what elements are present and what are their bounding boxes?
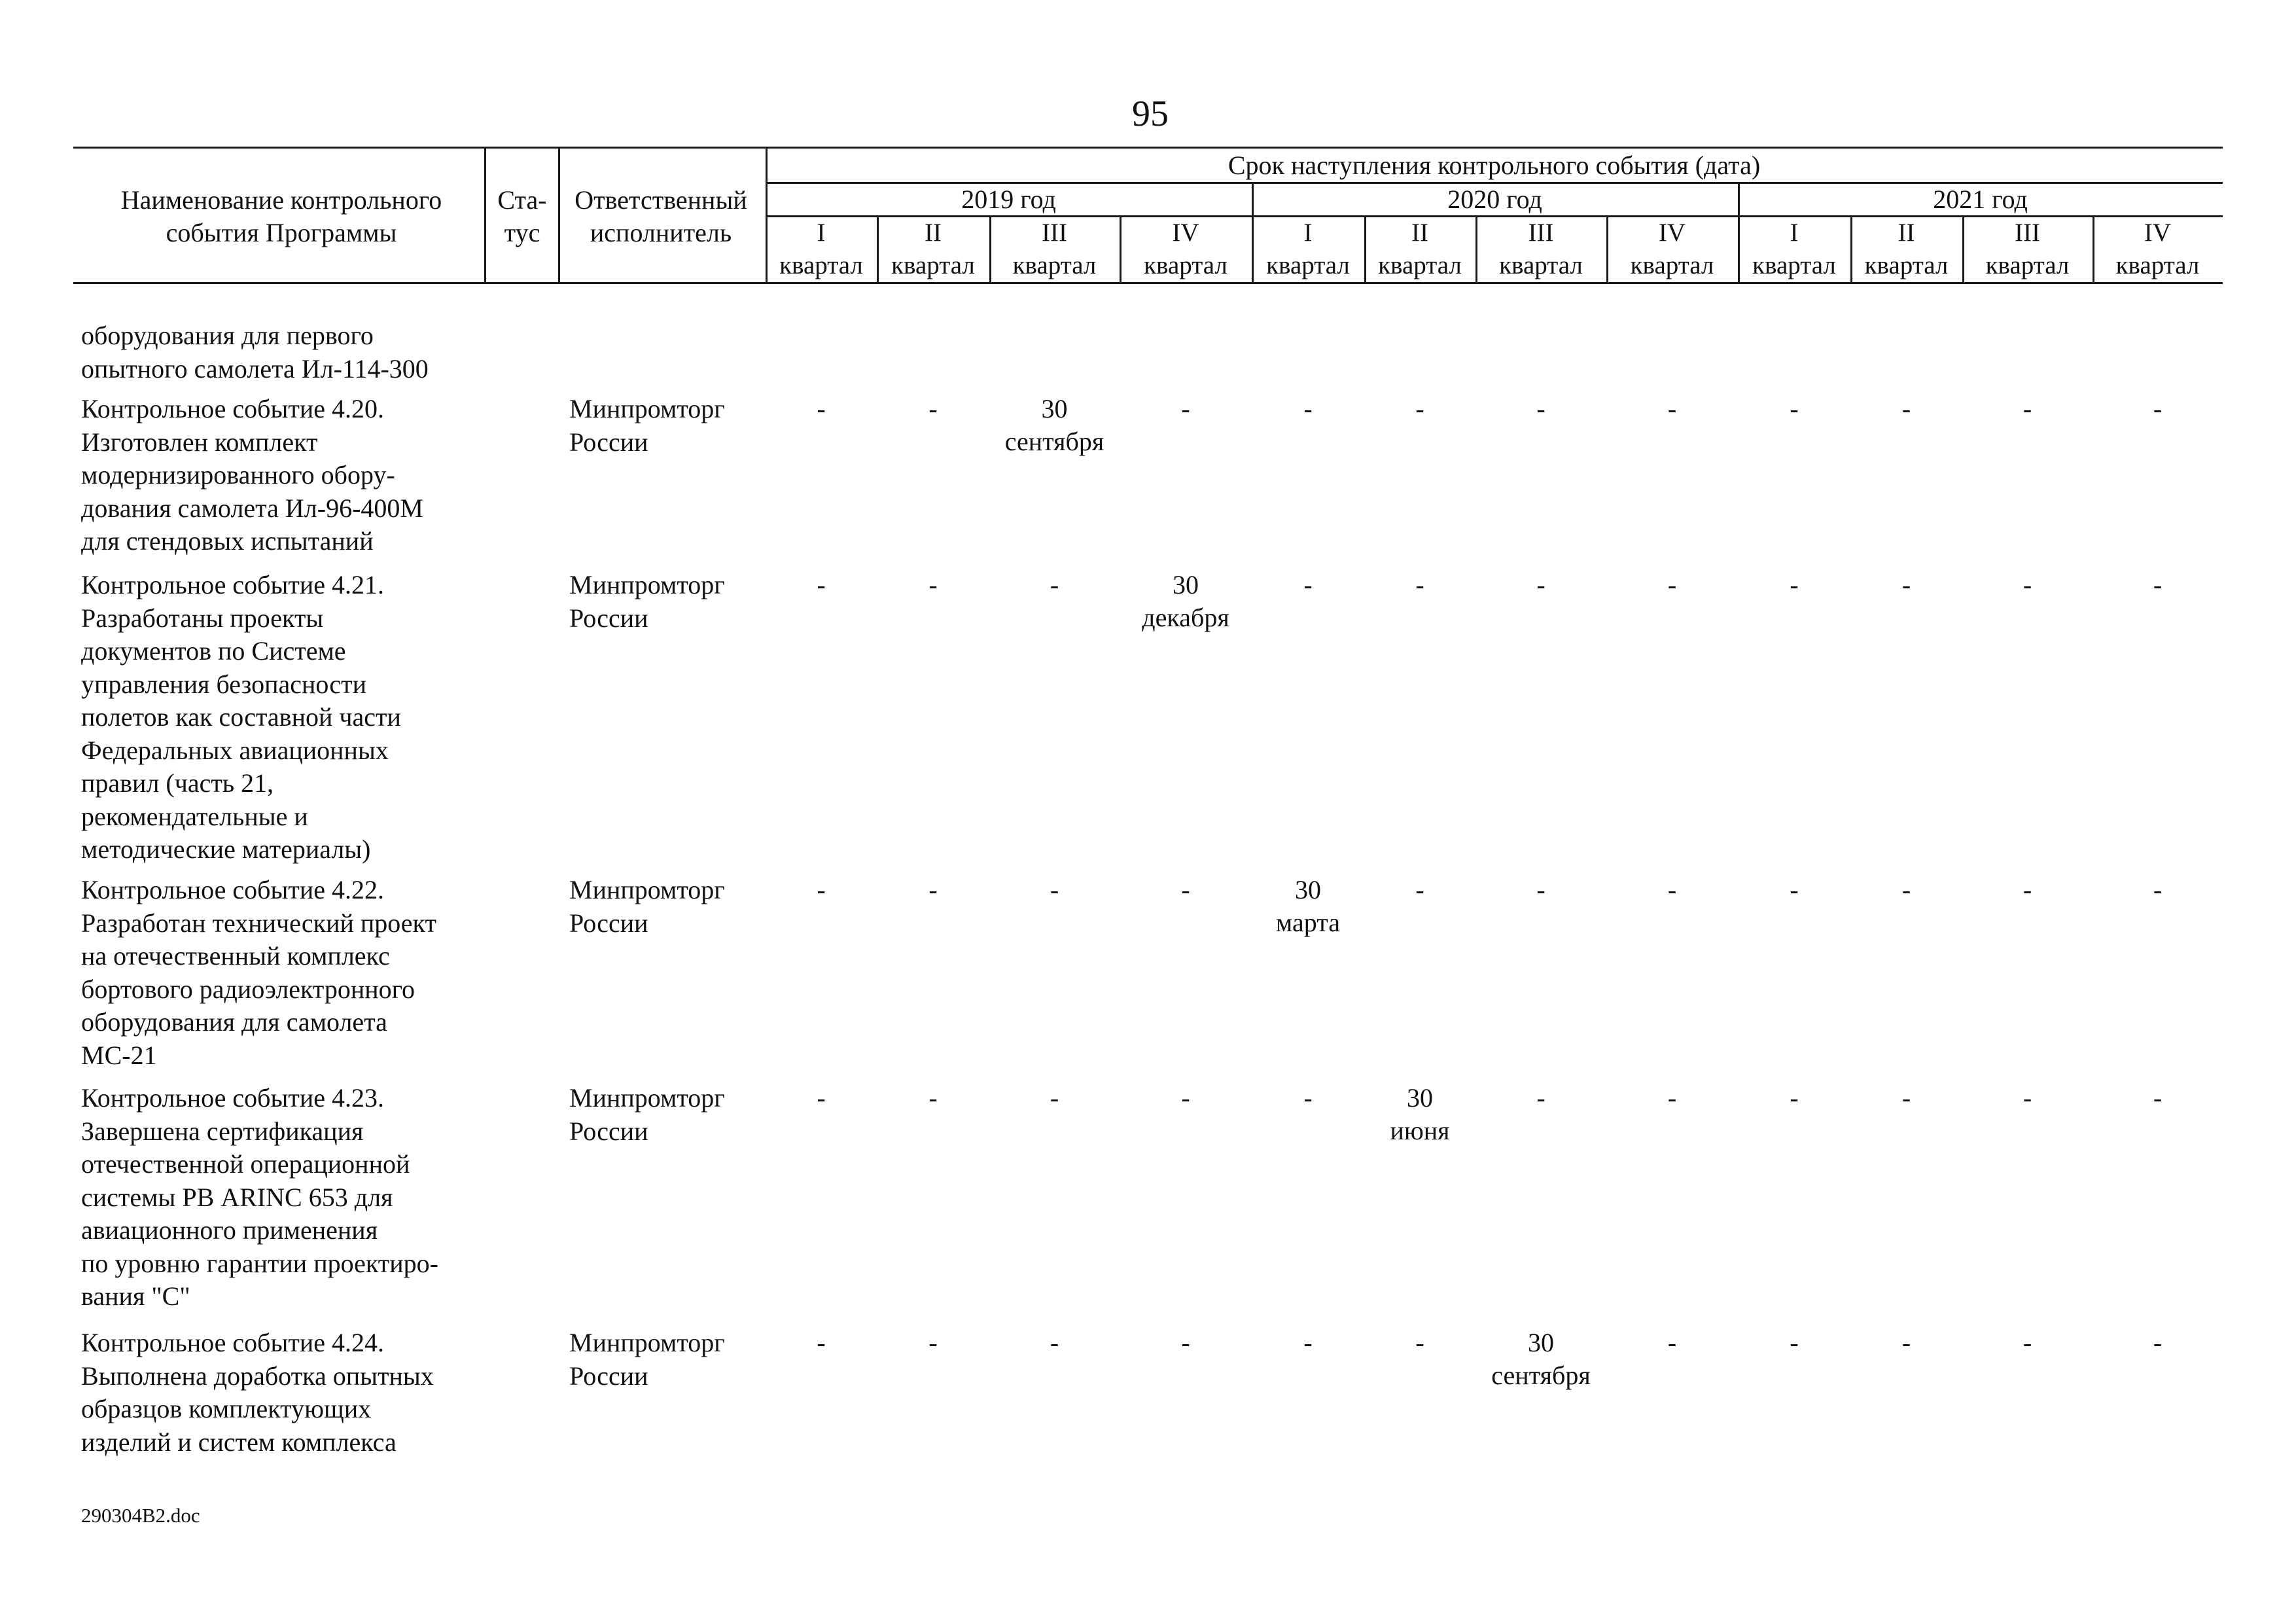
event-name: Контрольное событие 4.24. Выполнена доработка опытных образцов комплектующих изделий и систем комплекса: [81, 1328, 434, 1457]
quarter-header-number: I: [1790, 219, 1799, 247]
quarter-date-cell: -: [1415, 570, 1424, 599]
document-filename: 290304В2.doc: [81, 1504, 200, 1527]
col-divider-status: [558, 147, 560, 282]
quarter-header-number: I: [817, 219, 826, 247]
quarter-date-cell: -: [928, 570, 938, 599]
event-executor: Минпромторг России: [569, 875, 725, 938]
quarter-header-label: квартал: [1864, 251, 1949, 279]
event-name: Контрольное событие 4.21. Разработаны проекты документов по Системе управления безопасности полетов как составной части Федеральных авиационных правил (часть 21, рекомендательные и методические материалы): [81, 570, 401, 864]
header-year: 2021 год: [1933, 185, 2028, 214]
quarter-date-cell: 30 марта: [1276, 875, 1340, 937]
quarter-header-label: квартал: [891, 251, 975, 279]
quarter-date-cell: -: [928, 1083, 938, 1113]
quarter-header-label: квартал: [1012, 251, 1097, 279]
header-name-column: Наименование контрольного события Программы: [120, 185, 442, 247]
quarter-date-cell: -: [1303, 570, 1313, 599]
quarter-date-cell: -: [1303, 1328, 1313, 1357]
header-deadline-title: Срок наступления контрольного события (дата): [1227, 151, 1761, 180]
quarter-date-cell: -: [1667, 570, 1677, 599]
quarter-date-cell: -: [1536, 570, 1545, 599]
quarter-date-cell: -: [1790, 570, 1799, 599]
quarter-header-number: II: [1898, 219, 1915, 247]
quarter-header-number: II: [1411, 219, 1428, 247]
quarter-date-cell: -: [2153, 1328, 2163, 1357]
quarter-date-cell: -: [928, 394, 938, 423]
quarter-date-cell: -: [817, 1083, 826, 1113]
quarter-date-cell: -: [1050, 875, 1059, 904]
event-name: Контрольное событие 4.22. Разработан технический проект на отечественный комплекс бортового радиоэлектронного оборудования для самолета МС-21: [81, 875, 436, 1070]
quarter-date-cell: 30 сентября: [1004, 394, 1104, 456]
page-number: 95: [1132, 94, 1169, 134]
quarter-header-number: IV: [2144, 219, 2172, 247]
quarter-date-cell: -: [1667, 875, 1677, 904]
quarter-date-cell: -: [1901, 875, 1911, 904]
quarter-date-cell: -: [1181, 1083, 1190, 1113]
header-year: 2019 год: [961, 185, 1056, 214]
event-name: оборудования для первого опытного самолета Ил-114-300: [81, 321, 429, 383]
quarter-date-cell: -: [1901, 1083, 1911, 1113]
quarter-header-label: квартал: [1630, 251, 1714, 279]
quarter-date-cell: -: [1050, 1083, 1059, 1113]
quarter-date-cell: 30 июня: [1390, 1083, 1450, 1145]
quarter-date-cell: -: [817, 394, 826, 423]
quarter-date-cell: -: [1415, 394, 1424, 423]
quarter-date-cell: -: [817, 875, 826, 904]
quarter-date-cell: -: [1790, 1328, 1799, 1357]
quarter-date-cell: -: [1536, 1083, 1545, 1113]
header-year: 2020 год: [1447, 185, 1542, 214]
quarter-date-cell: -: [1536, 875, 1545, 904]
quarter-date-cell: -: [2022, 1083, 2032, 1113]
quarter-date-cell: 30 сентября: [1491, 1328, 1591, 1390]
event-name: Контрольное событие 4.23. Завершена сертификация отечественной операционной системы РВ ARINC 653 для авиационного применения по уровню гарантии проектиро- вания "С": [81, 1083, 438, 1311]
quarter-date-cell: -: [2153, 394, 2163, 423]
quarter-header-number: III: [2015, 219, 2040, 247]
quarter-date-cell: -: [928, 1328, 938, 1357]
quarter-date-cell: -: [2153, 875, 2163, 904]
event-executor: Минпромторг России: [569, 394, 725, 457]
quarter-date-cell: -: [2022, 1328, 2032, 1357]
quarter-date-cell: 30 декабря: [1142, 570, 1229, 632]
quarter-date-cell: -: [1901, 1328, 1911, 1357]
quarter-date-cell: -: [1415, 875, 1424, 904]
quarter-header-label: квартал: [1266, 251, 1350, 279]
quarter-date-cell: -: [2022, 875, 2032, 904]
quarter-date-cell: -: [817, 570, 826, 599]
quarter-date-cell: -: [2153, 1083, 2163, 1113]
quarter-date-cell: -: [1901, 394, 1911, 423]
quarter-header-number: I: [1303, 219, 1313, 247]
quarter-date-cell: -: [1790, 875, 1799, 904]
quarter-header-label: квартал: [1499, 251, 1583, 279]
quarter-header-number: III: [1528, 219, 1554, 247]
quarter-header-number: IV: [1658, 219, 1686, 247]
quarter-date-cell: -: [1790, 1083, 1799, 1113]
quarter-date-cell: -: [1415, 1328, 1424, 1357]
quarter-header-label: квартал: [1378, 251, 1462, 279]
quarter-header-label: квартал: [1752, 251, 1836, 279]
quarter-date-cell: -: [817, 1328, 826, 1357]
header-bottom-border: [73, 282, 2223, 284]
quarter-date-cell: -: [2022, 570, 2032, 599]
quarter-header-label: квартал: [2115, 251, 2200, 279]
quarter-date-cell: -: [1667, 1083, 1677, 1113]
quarter-date-cell: -: [1181, 875, 1190, 904]
quarter-date-cell: -: [1303, 1083, 1313, 1113]
event-executor: Минпромторг России: [569, 1328, 725, 1391]
event-executor: Минпромторг России: [569, 570, 725, 633]
quarter-date-cell: -: [1050, 570, 1059, 599]
event-name: Контрольное событие 4.20. Изготовлен комплект модернизированного обору- дования самолета Ил-96-400М для стендовых испытаний: [81, 394, 423, 556]
quarter-date-cell: -: [1303, 394, 1313, 423]
quarter-header-label: квартал: [779, 251, 863, 279]
quarter-date-cell: -: [1901, 570, 1911, 599]
header-status-column: Ста- тус: [497, 185, 547, 247]
event-executor: Минпромторг России: [569, 1083, 725, 1146]
quarter-header-number: III: [1042, 219, 1067, 247]
quarter-date-cell: -: [1050, 1328, 1059, 1357]
quarter-header-number: IV: [1172, 219, 1199, 247]
quarter-date-cell: -: [1667, 394, 1677, 423]
quarter-date-cell: -: [1790, 394, 1799, 423]
table-top-border: [73, 147, 2223, 149]
quarter-date-cell: -: [1667, 1328, 1677, 1357]
quarter-header-label: квартал: [1144, 251, 1227, 279]
quarter-date-cell: -: [1181, 394, 1190, 423]
quarter-header-number: II: [925, 219, 942, 247]
quarter-header-label: квартал: [1985, 251, 2070, 279]
quarter-date-cell: -: [2153, 570, 2163, 599]
header-executor-column: Ответственный исполнитель: [574, 185, 747, 247]
quarter-date-cell: -: [1181, 1328, 1190, 1357]
quarter-date-cell: -: [2022, 394, 2032, 423]
quarter-date-cell: -: [928, 875, 938, 904]
quarter-date-cell: -: [1536, 394, 1545, 423]
